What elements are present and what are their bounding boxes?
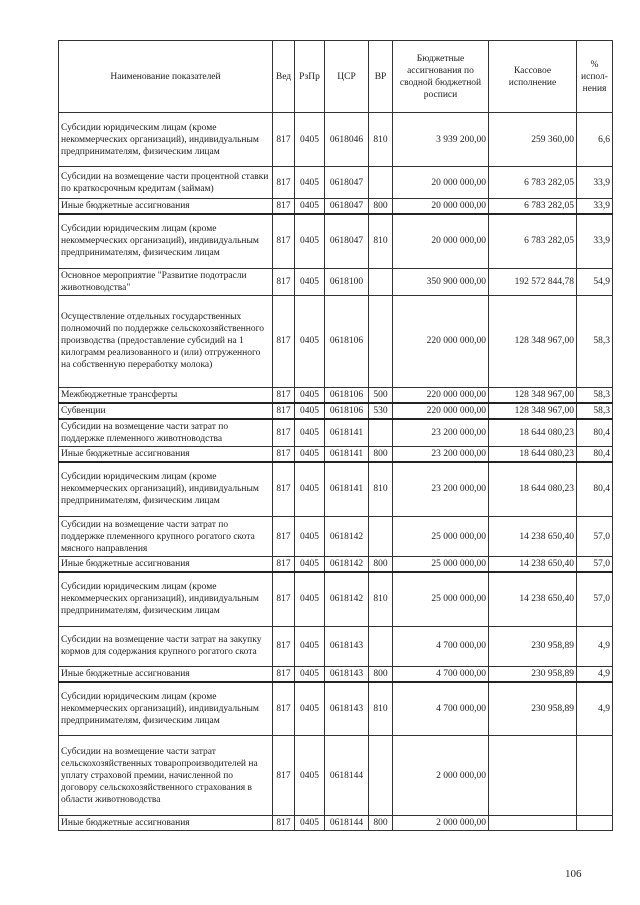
row-name: Иные бюджетные ассигнования <box>59 199 273 215</box>
header-vr: ВР <box>369 41 393 113</box>
row-csr: 0618106 <box>325 295 369 387</box>
row-vr: 810 <box>369 682 393 736</box>
table-row <box>59 167 613 199</box>
row-rzpr: 0405 <box>295 387 325 403</box>
row-vr: 810 <box>369 462 393 517</box>
row-budget: 220 000 000,00 <box>393 403 489 419</box>
table-row <box>59 199 613 215</box>
row-execution: 192 572 844,78 <box>489 268 577 295</box>
row-execution: 230 958,89 <box>489 682 577 736</box>
row-budget: 2 000 000,00 <box>393 816 489 831</box>
row-execution: 14 238 650,40 <box>489 572 577 626</box>
row-execution: 18 644 080,23 <box>489 462 577 517</box>
table-row <box>59 268 613 295</box>
row-csr: 0618142 <box>325 572 369 626</box>
row-vr: 500 <box>369 387 393 403</box>
row-name: Субсидии на возмещение части затрат по поддержке племенного крупного рогатого скота мясного направления <box>59 517 273 557</box>
row-name: Основное мероприятие "Развитие подотрасли животноводства" <box>59 268 273 295</box>
table-header-row <box>59 41 613 113</box>
row-ved: 817 <box>273 268 295 295</box>
row-vr <box>369 419 393 447</box>
row-percent: 4,9 <box>577 666 613 682</box>
row-ved: 817 <box>273 462 295 517</box>
row-rzpr: 0405 <box>295 572 325 626</box>
row-csr: 0618106 <box>325 387 369 403</box>
row-name: Субсидии на возмещение части затрат на закупку кормов для содержания крупного рогатого скота <box>59 626 273 666</box>
row-budget: 220 000 000,00 <box>393 295 489 387</box>
row-csr: 0618141 <box>325 419 369 447</box>
row-name: Субсидии на возмещение части процентной ставки по краткосрочным кредитам (займам) <box>59 167 273 199</box>
row-ved: 817 <box>273 816 295 831</box>
header-name: Наименование показателей <box>59 41 273 113</box>
row-budget: 4 700 000,00 <box>393 682 489 736</box>
row-ved: 817 <box>273 626 295 666</box>
row-name: Межбюджетные трансферты <box>59 387 273 403</box>
row-name: Субсидии юридическим лицам (кроме некоммерческих организаций), индивидуальным предпринимателям, физическим лицам <box>59 682 273 736</box>
row-rzpr: 0405 <box>295 295 325 387</box>
table-row <box>59 403 613 419</box>
row-percent: 58,3 <box>577 387 613 403</box>
row-rzpr: 0405 <box>295 736 325 816</box>
row-ved: 817 <box>273 387 295 403</box>
row-percent: 57,0 <box>577 557 613 573</box>
row-ved: 817 <box>273 446 295 462</box>
row-ved: 817 <box>273 682 295 736</box>
row-execution: 128 348 967,00 <box>489 295 577 387</box>
table-row <box>59 113 613 167</box>
row-ved: 817 <box>273 199 295 215</box>
row-vr <box>369 626 393 666</box>
row-name: Осуществление отдельных государственных полномочий по поддержке сельскохозяйственного производства (предоставление субсидий на 1 килограмм реализованного и (или) отгруженного на собственную переработку молока) <box>59 295 273 387</box>
row-budget: 220 000 000,00 <box>393 387 489 403</box>
row-name: Субсидии на возмещение части затрат сельскохозяйственных товаропроизводителей на уплату страховой премии, начисленной по договору сельскохозяйственного страхования в области животноводства <box>59 736 273 816</box>
row-execution: 259 360,00 <box>489 113 577 167</box>
header-ved: Вед <box>273 41 295 113</box>
row-name: Иные бюджетные ассигнования <box>59 816 273 831</box>
budget-execution-table <box>58 40 613 831</box>
row-budget: 23 200 000,00 <box>393 419 489 447</box>
page-number: 106 <box>565 868 582 880</box>
row-execution: 18 644 080,23 <box>489 419 577 447</box>
row-rzpr: 0405 <box>295 214 325 268</box>
header-percent: % испол-нения <box>577 41 613 113</box>
header-csr: ЦСР <box>325 41 369 113</box>
row-execution: 230 958,89 <box>489 666 577 682</box>
row-budget: 3 939 200,00 <box>393 113 489 167</box>
row-percent: 80,4 <box>577 446 613 462</box>
row-rzpr: 0405 <box>295 666 325 682</box>
row-name: Иные бюджетные ассигнования <box>59 557 273 573</box>
row-csr: 0618141 <box>325 446 369 462</box>
row-execution <box>489 736 577 816</box>
row-ved: 817 <box>273 113 295 167</box>
row-budget: 25 000 000,00 <box>393 557 489 573</box>
row-name: Субсидии юридическим лицам (кроме некоммерческих организаций), индивидуальным предпринимателям, физическим лицам <box>59 113 273 167</box>
row-execution: 6 783 282,05 <box>489 214 577 268</box>
row-budget: 4 700 000,00 <box>393 626 489 666</box>
row-budget: 2 000 000,00 <box>393 736 489 816</box>
row-vr <box>369 295 393 387</box>
header-execution: Кассовое исполнение <box>489 41 577 113</box>
row-vr: 810 <box>369 113 393 167</box>
row-csr: 0618047 <box>325 167 369 199</box>
table-row <box>59 557 613 573</box>
row-percent: 80,4 <box>577 419 613 447</box>
row-percent: 33,9 <box>577 167 613 199</box>
row-percent <box>577 816 613 831</box>
row-rzpr: 0405 <box>295 626 325 666</box>
row-ved: 817 <box>273 666 295 682</box>
row-vr <box>369 517 393 557</box>
row-execution: 14 238 650,40 <box>489 557 577 573</box>
row-percent: 57,0 <box>577 572 613 626</box>
row-ved: 817 <box>273 517 295 557</box>
row-rzpr: 0405 <box>295 816 325 831</box>
table-body <box>59 113 613 831</box>
row-csr: 0618143 <box>325 682 369 736</box>
row-execution: 128 348 967,00 <box>489 403 577 419</box>
row-name: Субсидии на возмещение части затрат по поддержке племенного животноводства <box>59 419 273 447</box>
row-rzpr: 0405 <box>295 268 325 295</box>
row-csr: 0618144 <box>325 736 369 816</box>
row-vr: 800 <box>369 446 393 462</box>
row-rzpr: 0405 <box>295 113 325 167</box>
row-budget: 20 000 000,00 <box>393 214 489 268</box>
row-budget: 20 000 000,00 <box>393 199 489 215</box>
row-execution: 6 783 282,05 <box>489 167 577 199</box>
row-ved: 817 <box>273 572 295 626</box>
row-vr: 800 <box>369 557 393 573</box>
row-percent: 58,3 <box>577 295 613 387</box>
row-rzpr: 0405 <box>295 446 325 462</box>
row-vr: 800 <box>369 666 393 682</box>
row-budget: 23 200 000,00 <box>393 446 489 462</box>
row-vr: 810 <box>369 572 393 626</box>
table-row <box>59 682 613 736</box>
row-rzpr: 0405 <box>295 167 325 199</box>
row-rzpr: 0405 <box>295 199 325 215</box>
row-csr: 0618141 <box>325 462 369 517</box>
row-percent: 33,9 <box>577 214 613 268</box>
row-csr: 0618142 <box>325 517 369 557</box>
table-row <box>59 419 613 447</box>
table-row <box>59 214 613 268</box>
row-budget: 350 900 000,00 <box>393 268 489 295</box>
row-rzpr: 0405 <box>295 403 325 419</box>
table-row <box>59 816 613 831</box>
row-name: Иные бюджетные ассигнования <box>59 446 273 462</box>
row-percent: 57,0 <box>577 517 613 557</box>
row-rzpr: 0405 <box>295 557 325 573</box>
row-percent: 33,9 <box>577 199 613 215</box>
row-budget: 25 000 000,00 <box>393 572 489 626</box>
row-rzpr: 0405 <box>295 682 325 736</box>
header-rzpr: РзПр <box>295 41 325 113</box>
row-name: Субсидии юридическим лицам (кроме некоммерческих организаций), индивидуальным предпринимателям, физическим лицам <box>59 462 273 517</box>
row-percent: 4,9 <box>577 626 613 666</box>
header-budget: Бюджетные ассигнования по сводной бюджетной росписи <box>393 41 489 113</box>
row-csr: 0618100 <box>325 268 369 295</box>
table-row <box>59 572 613 626</box>
row-name: Субсидии юридическим лицам (кроме некоммерческих организаций), индивидуальным предпринимателям, физическим лицам <box>59 572 273 626</box>
row-percent: 4,9 <box>577 682 613 736</box>
row-csr: 0618106 <box>325 403 369 419</box>
row-ved: 817 <box>273 403 295 419</box>
table-row <box>59 387 613 403</box>
row-execution: 230 958,89 <box>489 626 577 666</box>
row-csr: 0618142 <box>325 557 369 573</box>
row-execution: 6 783 282,05 <box>489 199 577 215</box>
row-budget: 4 700 000,00 <box>393 666 489 682</box>
row-name: Субсидии юридическим лицам (кроме некоммерческих организаций), индивидуальным предпринимателям, физическим лицам <box>59 214 273 268</box>
table-row <box>59 666 613 682</box>
row-csr: 0618046 <box>325 113 369 167</box>
table-row <box>59 626 613 666</box>
row-csr: 0618047 <box>325 199 369 215</box>
row-name: Субвенции <box>59 403 273 419</box>
row-ved: 817 <box>273 295 295 387</box>
table-row <box>59 446 613 462</box>
row-csr: 0618143 <box>325 626 369 666</box>
table-row <box>59 295 613 387</box>
row-ved: 817 <box>273 736 295 816</box>
row-rzpr: 0405 <box>295 462 325 517</box>
row-rzpr: 0405 <box>295 419 325 447</box>
row-budget: 23 200 000,00 <box>393 462 489 517</box>
row-budget: 25 000 000,00 <box>393 517 489 557</box>
row-percent: 80,4 <box>577 462 613 517</box>
row-execution: 128 348 967,00 <box>489 387 577 403</box>
row-ved: 817 <box>273 557 295 573</box>
table-row <box>59 517 613 557</box>
row-name: Иные бюджетные ассигнования <box>59 666 273 682</box>
row-percent <box>577 736 613 816</box>
row-vr: 800 <box>369 199 393 215</box>
row-csr: 0618143 <box>325 666 369 682</box>
row-ved: 817 <box>273 214 295 268</box>
row-percent: 54,9 <box>577 268 613 295</box>
row-ved: 817 <box>273 167 295 199</box>
row-execution: 14 238 650,40 <box>489 517 577 557</box>
table-row <box>59 736 613 816</box>
row-vr <box>369 736 393 816</box>
row-execution <box>489 816 577 831</box>
row-vr <box>369 268 393 295</box>
row-vr: 800 <box>369 816 393 831</box>
row-rzpr: 0405 <box>295 517 325 557</box>
row-vr: 810 <box>369 214 393 268</box>
row-budget: 20 000 000,00 <box>393 167 489 199</box>
row-percent: 58,3 <box>577 403 613 419</box>
row-percent: 6,6 <box>577 113 613 167</box>
row-execution: 18 644 080,23 <box>489 446 577 462</box>
row-csr: 0618047 <box>325 214 369 268</box>
row-vr: 530 <box>369 403 393 419</box>
table-row <box>59 462 613 517</box>
row-csr: 0618144 <box>325 816 369 831</box>
row-ved: 817 <box>273 419 295 447</box>
row-vr <box>369 167 393 199</box>
